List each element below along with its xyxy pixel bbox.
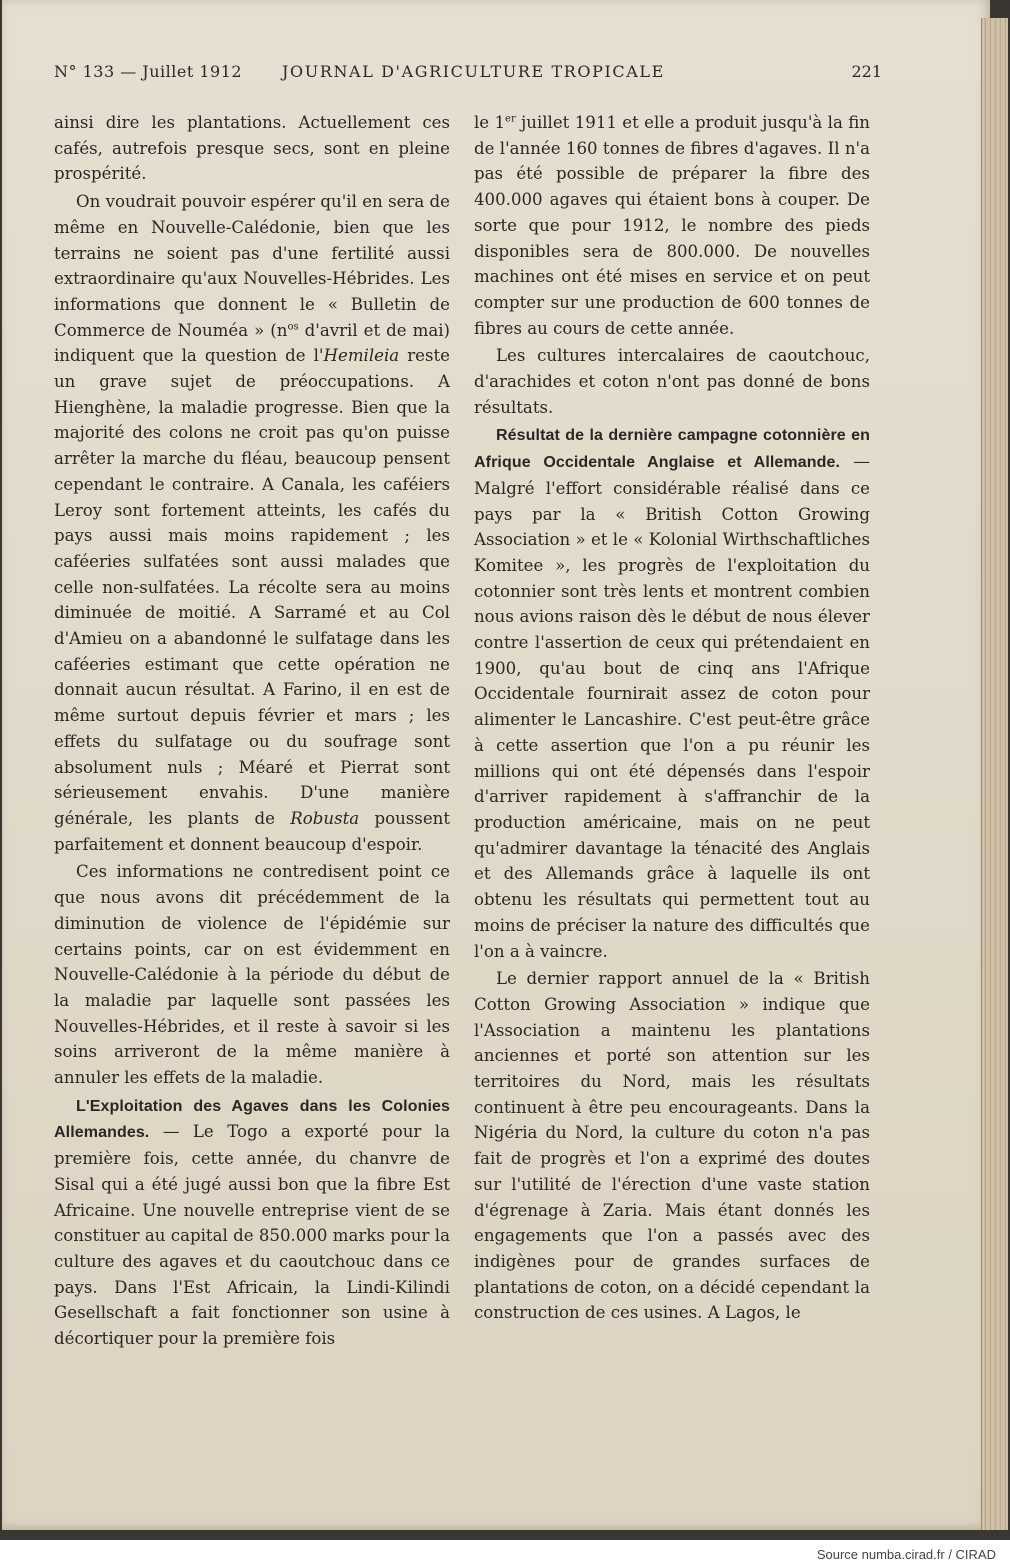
right-paragraph-4: Le dernier rapport annuel de la « British Cotton Growing Association » indique que l'Association a maintenu les plantations anciennes et porté son attention sur les territoires du Nord, mais les résultats continuent à être peu encourageants. Dans la Nigéria du Nord, la culture du coton n'a pas fait de progrès et l'on a exprimé des doutes sur l'utilité de l'érection d'une vaste station d'égrenage à Zaria. Mais étant donnés les engagements que l'on a passés avec des indigènes pour de grandes surfaces de plantations de coton, on a décidé cependant la construction de ces usines. A Lagos, le bbox=[474, 969, 870, 1323]
page-number: 221 bbox=[851, 62, 882, 81]
section-title-agaves: L'Exploitation des Agaves dans les Colonies Allemandes. bbox=[54, 1097, 450, 1142]
running-header bbox=[42, 62, 882, 88]
journal-title: JOURNAL D'AGRICULTURE TROPICALE bbox=[282, 62, 665, 81]
left-paragraph-2: On voudrait pouvoir espérer qu'il en sera de même en Nouvelle-Calédonie, bien que les terrains ne soient pas d'une fertilité aussi extraordinaire qu'aux Nouvelles-Hébrides. Les informations que donnent le « Bulletin de Commerce de Nouméa » ($n^{os}$ d'avril et de mai) indiquent que la question de l'Hemileia reste un grave sujet de préoccupations. A Hienghène, la maladie progresse. Bien que la majorité des colons ne croit pas qu'on puisse arrêter la marche du fléau, beaucoup pensent cependant le contraire. A Canala, les caféiers Leroy sont fortement atteints, les cafés du pays aussi mais moins rapidement ; les caféeries sulfatées sont aussi malades que celle non-sulfatées. La récolte sera au moins diminuée de moitié. A Sarramé et au Col d'Amieu on a abandonné le sulfatage dans les caféeries estimant que cette opération ne donnait aucun résultat. A Farino, il en est de même surtout depuis février et mars ; les effets du sulfatage ou du soufrage sont absolument nuls ; Méaré et Pierrat sont sérieusement envahis. D'une manière générale, les plants de Robusta poussent parfaitement et donnent beaucoup d'espoir. bbox=[54, 192, 450, 854]
issue-info: N° 133 — Juillet 1912 bbox=[54, 62, 243, 81]
right-column bbox=[474, 110, 870, 1328]
source-credit: Source numba.cirad.fr / CIRAD bbox=[816, 1547, 996, 1562]
left-column bbox=[54, 110, 450, 1354]
right-paragraph-1: le 1er juillet 1911 et elle a produit jusqu'à la fin de l'année 160 tonnes de fibres d'agaves. Il n'a pas été possible de préparer la fibre des 400.000 agaves qui étaient bons à couper. De sorte que pour 1912, le nombre des pieds disponibles sera de 800.000. De nouvelles machines ont été mises en service et on peut compter sur une production de 600 tonnes de fibres au cours de cette année. bbox=[474, 113, 870, 338]
page-edges bbox=[981, 18, 1008, 1530]
right-paragraph-3: Résultat de la dernière campagne cotonnière en Afrique Occidentale Anglaise et Allemande. — Malgré l'effort considérable réalisé dans ce pays par la « British Cotton Growing Association » et le « Kolonial Wirthschaftliches Komitee », les progrès de l'exploitation du cotonnier sont très lents et montrent combien nous avions raison dès le début de nous élever contre l'assertion de ceux qui prétendaient en 1900, qu'au bout de cinq ans l'Afrique Occidentale fournirait assez de coton pour alimenter le Lancashire. C'est peut-être grâce à cette assertion que l'on a pu réunir les millions qui ont été dépensés dans l'espoir d'arriver rapidement à s'affranchir de la production américaine, mais on ne peut qu'admirer davantage la ténacité des Anglais et des Allemands grâce à laquelle ils ont obtenu les résultats qui permettent tout au moins de préciser la nature des difficultés que l'on a à vaincre. bbox=[474, 427, 870, 961]
left-paragraph-1: ainsi dire les plantations. Actuellement ces cafés, autrefois presque secs, sont en pleine prospérité. bbox=[54, 113, 450, 184]
section-title-coton: Résultat de la dernière campagne cotonnière en Afrique Occidentale Anglaise et Allemande. bbox=[474, 427, 870, 472]
left-paragraph-3: Ces informations ne contredisent point ce que nous avons dit précédemment de la diminution de violence de l'épidémie sur certains points, car on est évidemment en Nouvelle-Calédonie à la période du début de la maladie par laquelle sont passées les Nouvelles-Hébrides, et il reste à savoir si les soins arriveront de la même manière à annuler les effets de la maladie. bbox=[54, 862, 450, 1088]
right-paragraph-2: Les cultures intercalaires de caoutchouc, d'arachides et coton n'ont pas donné de bons résultats. bbox=[474, 346, 870, 417]
left-paragraph-4: L'Exploitation des Agaves dans les Colonies Allemandes. — Le Togo a exporté pour la première fois, cette année, du chanvre de Sisal qui a été jugé aussi bon que la fibre Est Africaine. Une nouvelle entreprise vient de se constituer au capital de 850.000 marks pour la culture des agaves et du caoutchouc dans ce pays. Dans l'Est Africain, la Lindi-Kilindi Gesellschaft a fait fonctionner son usine à décortiquer pour la première fois bbox=[54, 1097, 450, 1349]
